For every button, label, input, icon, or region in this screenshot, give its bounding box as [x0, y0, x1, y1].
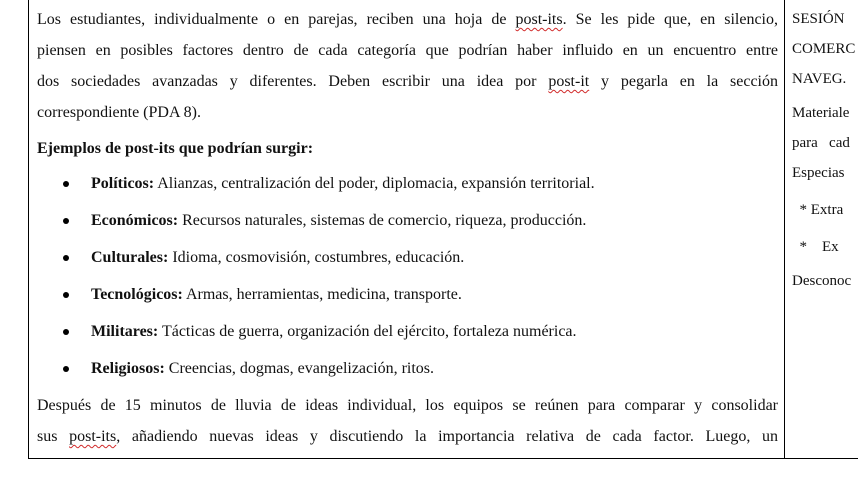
examples-heading-text: Ejemplos de post-its que podrían surgir:	[37, 140, 314, 157]
item-label: Culturales:	[91, 249, 169, 266]
paragraph-text: dos sociedades avanzadas y diferentes. Deben escribir una idea por post-it y pegarla en la sección	[37, 73, 778, 90]
side-line: Desconoc	[792, 273, 852, 289]
paragraph-line	[37, 421, 778, 452]
item-text: Alianzas, centralización del poder, diplomacia, expansión territorial.	[154, 175, 595, 192]
paragraph-line	[37, 4, 778, 35]
bullet-icon	[63, 181, 69, 187]
bullet-icon	[63, 366, 69, 372]
item-label: Tecnológicos:	[91, 286, 183, 303]
paragraph-text: sus post-its, añadiendo nuevas ideas y discutiendo la importancia relativa de cada factor. Luego, un	[37, 428, 778, 445]
item-label: Militares:	[91, 323, 159, 340]
table-bottom-border	[28, 458, 858, 459]
list-item	[37, 276, 778, 313]
side-column-cell	[792, 4, 858, 296]
list-item	[37, 350, 778, 387]
item-text: Recursos naturales, sistemas de comercio, riqueza, producción.	[178, 212, 587, 229]
item-label: Religiosos:	[91, 360, 165, 377]
item-text: Idioma, cosmovisión, costumbres, educación.	[168, 249, 465, 266]
bullet-icon	[63, 255, 69, 261]
paragraph-line	[37, 66, 778, 97]
item-text: Tácticas de guerra, organización del ejército, fortaleza numérica.	[158, 323, 577, 340]
side-line: Especias	[792, 165, 845, 181]
list-item	[37, 202, 778, 239]
paragraph-line: correspondiente (PDA 8).	[37, 104, 201, 121]
bullet-icon	[63, 292, 69, 298]
side-line: SESIÓN	[792, 11, 845, 27]
spellcheck-word: post-it	[548, 73, 590, 90]
list-item	[37, 313, 778, 350]
item-label: Económicos:	[91, 212, 179, 229]
side-line: para cad	[792, 135, 850, 151]
paragraph-line: piensen en posibles factores dentro de cada categoría que podrían haber influido en un encuentro entre	[37, 42, 778, 59]
examples-list	[37, 165, 778, 387]
list-item	[37, 165, 778, 202]
item-text: Armas, herramientas, medicina, transporte.	[182, 286, 462, 303]
side-line: NAVEG.	[792, 71, 847, 87]
item-label: Políticos:	[91, 175, 155, 192]
paragraph-text: Los estudiantes, individualmente o en parejas, reciben una hoja de post-its. Se les pide que, en silencio,	[37, 11, 778, 28]
paragraph-line: Después de 15 minutos de lluvia de ideas individual, los equipos se reúnen para comparar y consolidar	[37, 397, 778, 414]
side-line: * Extra	[792, 202, 844, 218]
spellcheck-word: post-its	[515, 11, 563, 28]
activity-description-cell	[37, 4, 778, 452]
table-left-border	[28, 0, 29, 459]
item-text: Creencias, dogmas, evangelización, ritos.	[164, 360, 435, 377]
examples-heading	[37, 134, 778, 163]
list-item	[37, 239, 778, 276]
spellcheck-word: post-its	[69, 428, 117, 445]
side-line: COMERC	[792, 41, 856, 57]
bullet-icon	[63, 329, 69, 335]
bullet-icon	[63, 218, 69, 224]
side-line: Materiale	[792, 105, 850, 121]
side-line: * Ex	[792, 239, 839, 255]
column-divider	[784, 0, 785, 459]
